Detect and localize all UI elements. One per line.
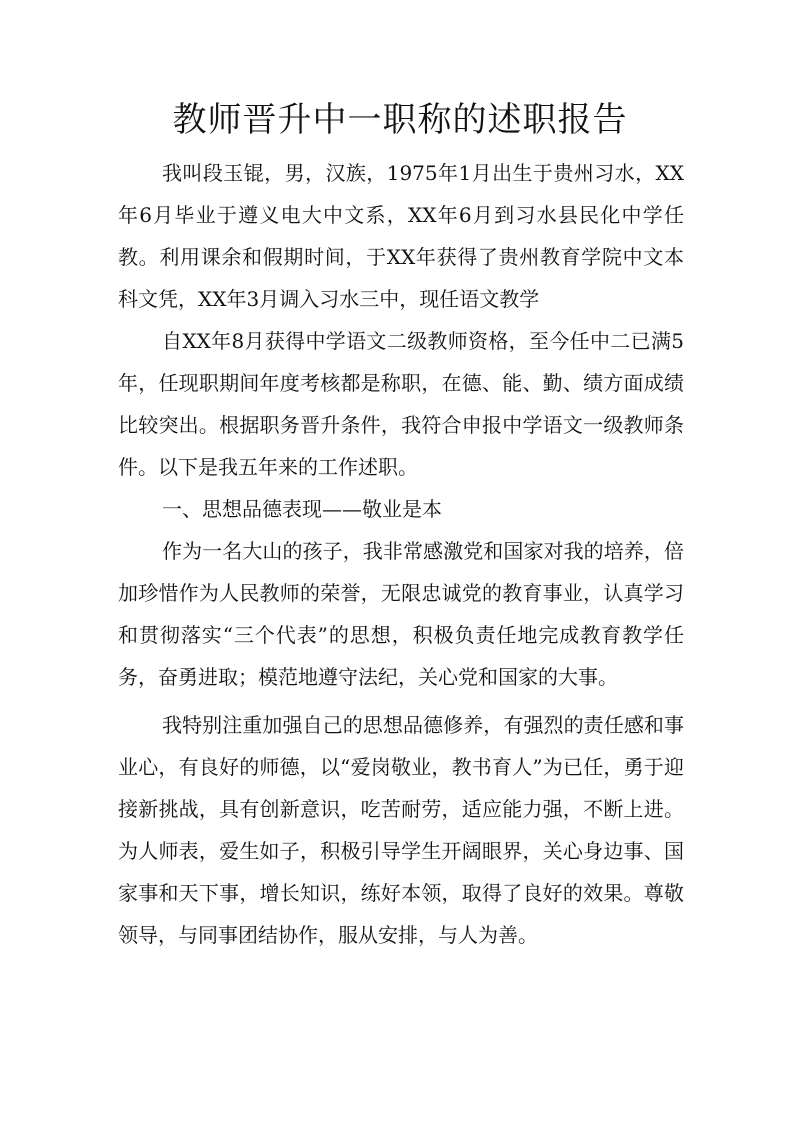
section-heading-ideology: 一、思想品德表现——敬业是本 bbox=[162, 497, 442, 521]
document-title: 教师晋升中一职称的述职报告 bbox=[172, 100, 628, 140]
paragraph-moral-cultivation: 我特别注重加强自己的思想品德修养，有强烈的责任感和事业心，有良好的师德，以“爱岗敬业，教书育人”为已任，勇于迎接新挑战，具有创新意识，吃苦耐劳，适应能力强，不断上进。为人师表，爱生如子，积极引导学生开阔眼界，关心身边事、国家事和天下事，增长知识，练好本领，取得了良好的效果。尊敬领导，与同事团结协作，服从安排，与人为善。 bbox=[118, 713, 684, 947]
paragraph-intro: 我叫段玉锟，男，汉族，1975年1月出生于贵州习水，XX年6月毕业于遵义电大中文系，XX年6月到习水县民化中学任教。利用课余和假期时间，于XX年获得了贵州教育学院中文本科文凭，XX年3月调入习水三中，现任语文教学 bbox=[118, 161, 684, 311]
document-body bbox=[118, 152, 684, 956]
paragraph-qualification: 自XX年8月获得中学语文二级教师资格，至今任中二已满5年，任现职期间年度考核都是称职，在德、能、勤、绩方面成绩比较突出。根据职务晋升条件，我符合申报中学语文一级教师条件。以下是我五年来的工作述职。 bbox=[118, 329, 684, 479]
paragraph-gratitude: 作为一名大山的孩子，我非常感激党和国家对我的培养，倍加珍惜作为人民教师的荣誉，无限忠诚党的教育事业，认真学习和贯彻落实“三个代表”的思想，积极负责任地完成教育教学任务，奋勇进取；模范地遵守法纪，关心党和国家的大事。 bbox=[118, 539, 684, 689]
